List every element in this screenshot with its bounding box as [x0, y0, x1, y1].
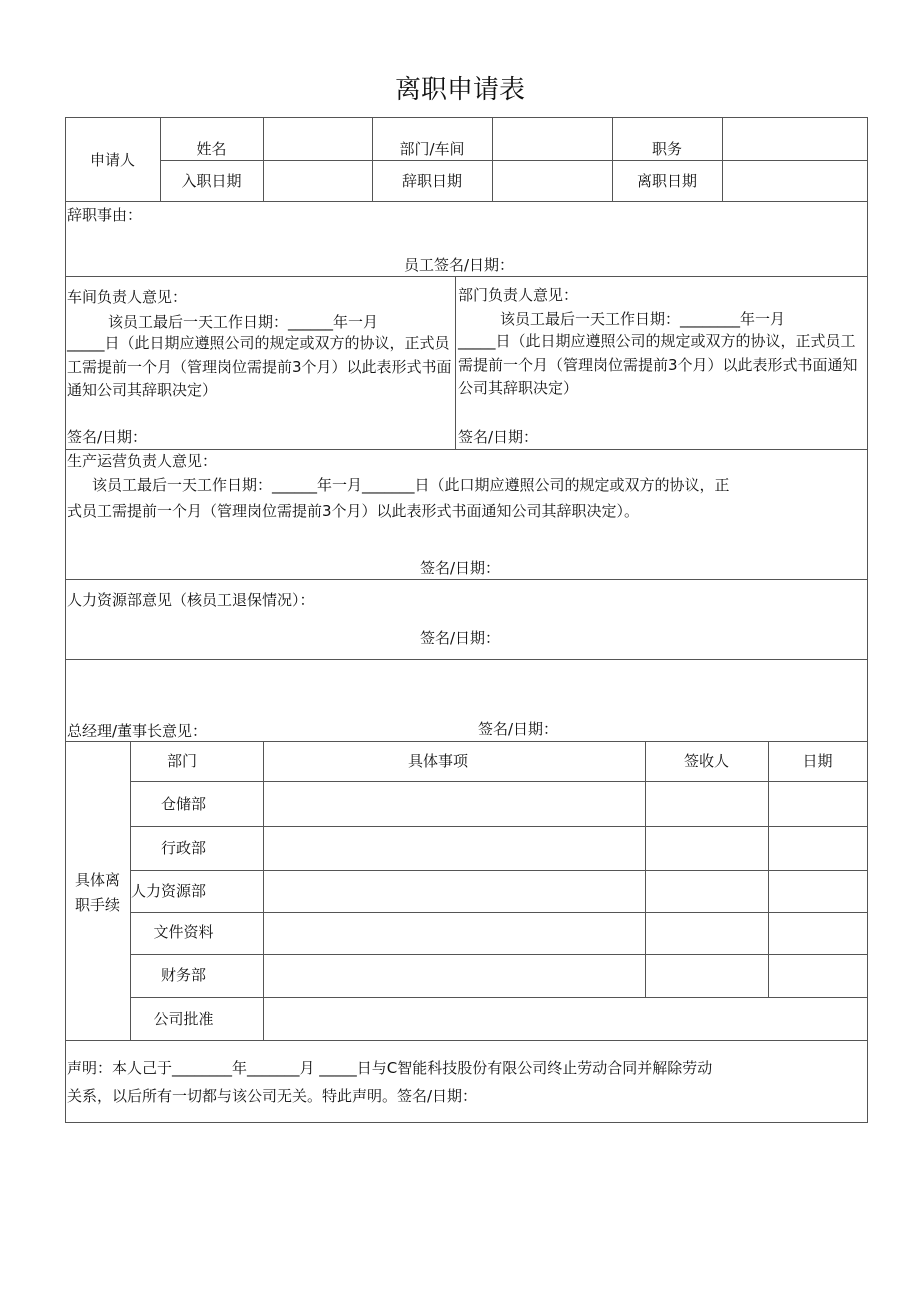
divider — [65, 659, 868, 660]
divider — [455, 276, 456, 449]
divider — [65, 201, 868, 202]
row-approval: 公司批准 — [153, 1010, 214, 1028]
handover-label-2: 职手续 — [74, 896, 120, 914]
production-line2: 式员工需提前一个月（管理岗位需提前3个月）以此表形式书面通知公司其辞职决定）。 — [67, 502, 640, 520]
department-body: _____日（此日期应遵照公司的规定或双方的协议，正式员工需提前一个月（管理岗位需提前3个月）以此表形式书面通知公司其辞职决定） — [458, 332, 858, 397]
divider — [130, 997, 868, 998]
applicant-label: 申请人 — [89, 151, 135, 169]
name-label: 姓名 — [196, 140, 227, 158]
header-date: 日期 — [802, 752, 833, 770]
divider — [722, 117, 723, 201]
divider — [130, 781, 868, 782]
row-admin: 行政部 — [160, 839, 206, 857]
page-title: 离职申请表 — [394, 75, 525, 105]
header-items: 具体事项 — [407, 752, 468, 770]
divider — [65, 1122, 868, 1123]
workshop-sign: 签名/日期： — [67, 428, 148, 446]
department-opinion-label: 部门负责人意见： — [458, 286, 579, 304]
handover-label-1: 具体离 — [74, 871, 120, 889]
gm-opinion-label: 总经理/董事长意见： — [67, 722, 208, 740]
position-label: 职务 — [651, 140, 682, 158]
divider — [160, 160, 868, 161]
divider — [130, 826, 868, 827]
production-opinion-label: 生产运营负责人意见： — [67, 452, 218, 470]
department-sign: 签名/日期： — [458, 428, 539, 446]
gm-sign: 签名/日期： — [478, 720, 559, 738]
divider — [65, 1040, 868, 1041]
production-line1: 该员工最后一天工作日期：______年一月_______日（此口期应遵照公司的规定或双方的协议，正 — [92, 476, 730, 494]
row-finance: 财务部 — [160, 966, 206, 984]
resign-date-label: 辞职日期 — [401, 172, 462, 190]
dept-label: 部门/车间 — [399, 140, 465, 158]
divider — [65, 117, 66, 1123]
divider — [263, 741, 264, 1040]
divider — [130, 870, 868, 871]
header-dept: 部门 — [167, 752, 198, 770]
divider — [130, 954, 868, 955]
join-date-label: 入职日期 — [181, 172, 242, 190]
production-sign: 签名/日期： — [420, 559, 501, 577]
reason-label: 辞职事由： — [67, 206, 143, 224]
workshop-body: _____日（此日期应遵照公司的规定或双方的协议，正式员工需提前一个月（管理岗位需提前3个月）以此表形式书面通知公司其辞职决定） — [67, 334, 452, 399]
divider — [65, 117, 868, 118]
header-receiver: 签收人 — [683, 752, 729, 770]
divider — [768, 741, 769, 997]
divider — [263, 117, 264, 201]
row-hr: 人力资源部 — [131, 882, 207, 900]
divider — [645, 741, 646, 997]
hr-sign: 签名/日期： — [420, 629, 501, 647]
divider — [65, 579, 868, 580]
department-line1: 该员工最后一天工作日期：________年一月 — [500, 310, 786, 328]
declaration-line2: 关系，以后所有一切都与该公司无关。特此声明。签名/日期： — [67, 1087, 478, 1105]
row-warehouse: 仓储部 — [160, 795, 206, 813]
employee-sign-label: 员工签名/日期： — [404, 256, 515, 274]
divider — [65, 276, 868, 277]
hr-opinion-label: 人力资源部意见（核员工退保情况）： — [67, 591, 315, 609]
workshop-opinion-label: 车间负责人意见： — [67, 288, 188, 306]
declaration-line1: 声明：本人己于________年_______月 _____日与C智能科技股份有限公司终止劳动合同并解除劳动 — [67, 1059, 713, 1077]
workshop-line1: 该员工最后一天工作日期：______年一月 — [108, 313, 379, 331]
row-documents: 文件资料 — [153, 923, 214, 941]
divider — [65, 741, 868, 742]
divider — [65, 449, 868, 450]
divider — [492, 117, 493, 201]
divider — [867, 117, 868, 1123]
leave-date-label: 离职日期 — [636, 172, 697, 190]
divider — [130, 912, 868, 913]
